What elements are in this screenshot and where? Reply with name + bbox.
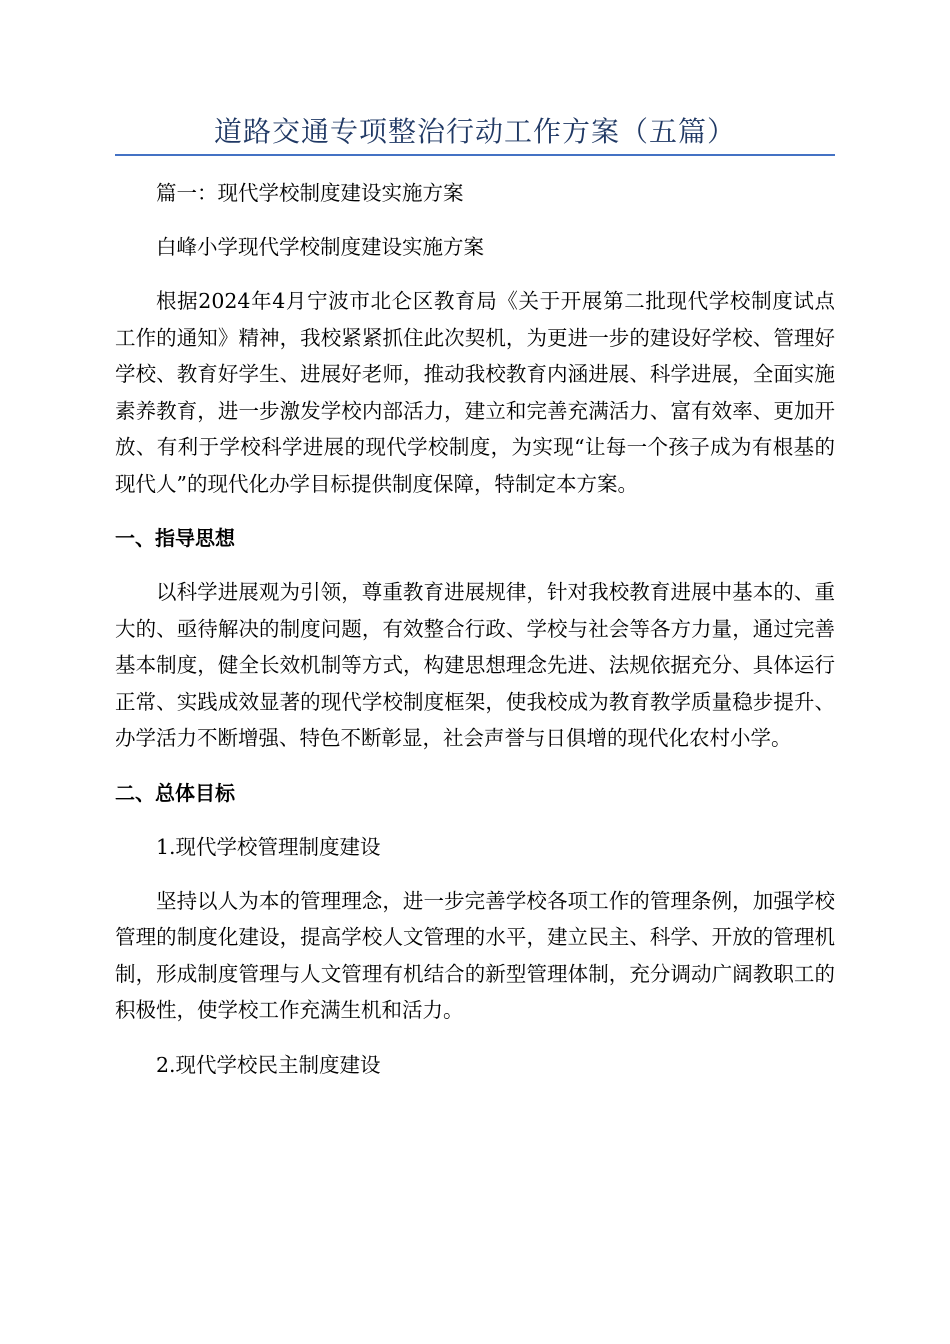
section-one-paragraph: 以科学进展观为引领，尊重教育进展规律，针对我校教育进展中基本的、重大的、亟待解决的制度问题，有效整合行政、学校与社会等各方力量，通过完善基本制度，健全长效机制等方式，构建思想理念先进、法规依据充分、具体运行正常、实践成效显著的现代学校制度框架，使我校成为教育教学质量稳步提升、办学活力不断增强、特色不断彰显，社会声誉与日俱增的现代化农村小学。 [115, 580, 835, 750]
item-one-paragraph: 坚持以人为本的管理理念，进一步完善学校各项工作的管理条例，加强学校管理的制度化建设，提高学校人文管理的水平，建立民主、科学、开放的管理机制，形成制度管理与人文管理有机结合的新型管理体制，充分调动广阔教职工的积极性，使学校工作充满生机和活力。 [115, 888, 835, 1022]
section-two-heading: 二、总体目标 [115, 780, 235, 805]
document-body [115, 175, 835, 1101]
item-one-title: 1.现代学校管理制度建设 [156, 834, 381, 859]
plan-title: 白峰小学现代学校制度建设实施方案 [156, 235, 484, 259]
title-underline [115, 154, 835, 156]
item-two-title: 2.现代学校民主制度建设 [156, 1052, 381, 1077]
section-one-heading: 一、指导思想 [115, 526, 235, 550]
document-title: 道路交通专项整治行动工作方案（五篇） [213, 115, 736, 148]
intro-paragraph: 根据2024年4月宁波市北仑区教育局《关于开展第二批现代学校制度试点工作的通知》精神，我校紧紧抓住此次契机，为更进一步的建设好学校、管理好学校、教育好学生、进展好老师，推动我校教育内涵进展、科学进展，全面实施素养教育，进一步激发学校内部活力，建立和完善充满活力、富有效率、更加开放、有利于学校科学进展的现代学校制度，为实现“让每一个孩子成为有根基的现代人”的现代化办学目标提供制度保障，特制定本方案。 [115, 289, 835, 496]
part-one-title: 篇一：现代学校制度建设实施方案 [156, 181, 464, 205]
